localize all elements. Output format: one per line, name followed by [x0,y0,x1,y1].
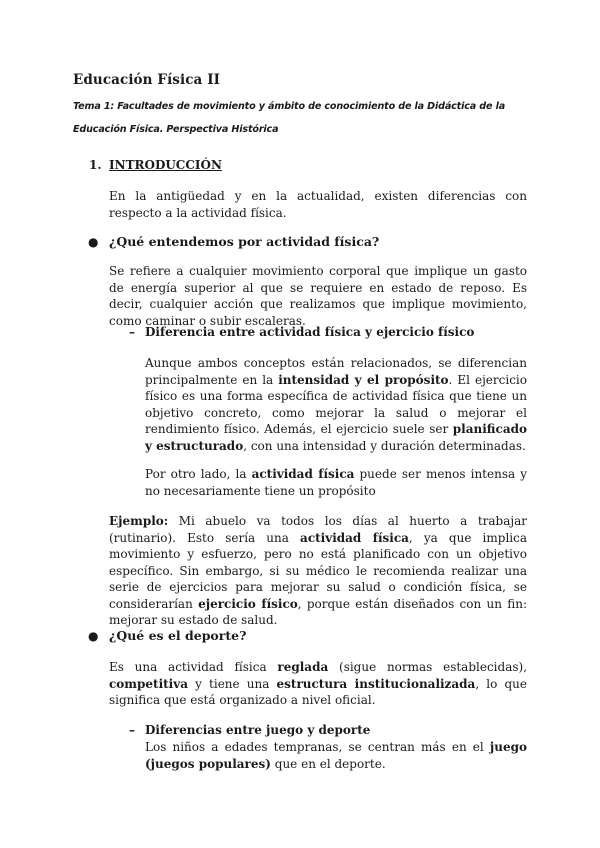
section-heading-text: INTRODUCCIÓN [109,158,222,172]
juego-deporte-paragraph [145,739,527,772]
intro-paragraph: En la antigüedad y en la actualidad, existen diferencias con respecto a la actividad física. [109,189,527,220]
bold-term: juego (juegos populares) [145,740,527,771]
bold-term: ejercicio físico [198,596,298,611]
bold-term: estructura institucionalizada [276,676,476,691]
example-paragraph [109,513,527,629]
bold-term: intensidad y el propósito [278,372,449,387]
subitem-heading: Diferencia entre actividad física y ejercicio físico [145,325,475,339]
text-run: Los niños a edades tempranas, se centran más en el [145,740,490,754]
bold-term: planificado y estructurado [145,422,527,453]
text-run: , porque están diseñados con un fin: mejorar su estado de salud. [109,596,527,627]
bullet-marker-icon: ● [88,629,99,643]
text-run: , lo que significa que está organizado a nivel oficial. [109,676,527,707]
example-label: Ejemplo: [109,514,169,528]
document-title: Educación Física II [73,72,221,88]
section-heading-introduccion [89,158,222,172]
text-run: . El ejercicio físico es una forma específica de actividad física que tiene un objetivo concreto, como mejorar la salud o mejorar el rendimiento físico. Además, el ejercicio suele ser [145,372,527,436]
text-run: , con una intensidad y duración determinadas. [243,438,526,453]
subitem-heading: Diferencias entre juego y deporte [145,723,371,737]
text-run: , ya que implica movimiento y esfuerzo, pero no está planificado con un objetivo específico. Sin embargo, si su médico le recomienda realizar una serie de ejercicios para mejorar su salud o condición física, se considerarían [109,530,527,611]
text-run: puede ser menos intensa y no necesariamente tiene un propósito [145,467,528,498]
subitem-juego-deporte [129,723,370,737]
bold-term: reglada [277,660,329,674]
deporte-definition [109,659,527,709]
diferencia-paragraph-1 [145,355,527,454]
dash-marker-icon: – [129,325,135,339]
text-run: Aunque ambos conceptos están relacionados, se diferencian principalmente en la [145,356,527,387]
bold-term: actividad física [300,530,409,545]
subitem-diferencia-actividad-ejercicio [129,325,474,339]
section-number: 1. [89,158,102,172]
text-run: Mi abuelo va todos los días al huerto a trabajar (rutinario). Esto sería una [109,514,527,545]
dash-marker-icon: – [129,723,135,737]
text-run: y tiene una [187,676,277,691]
bold-term: competitiva [109,676,188,691]
actividad-fisica-definition: Se refiere a cualquier movimiento corporal que implique un gasto de energía superior al que se requiere en estado de reposo. Es decir, cualquier acción que realizamos que implique movimiento, como caminar o subir escaleras. [109,264,527,328]
bullet-actividad-fisica [88,234,379,249]
document-subtitle: Tema 1: Facultades de movimiento y ámbito de conocimiento de la Didáctica de la Educación Física. Perspectiva Histórica [73,101,506,135]
text-run: Es una actividad física [109,660,278,674]
bullet-heading: ¿Qué entendemos por actividad física? [109,234,380,249]
text-run: (sigue normas establecidas), [328,660,528,674]
text-run: Por otro lado, la [145,467,252,481]
bold-term: actividad física [251,467,355,481]
bullet-deporte [88,628,246,643]
bullet-heading: ¿Qué es el deporte? [109,628,247,643]
bullet-marker-icon: ● [88,235,99,249]
text-run: que en el deporte. [270,756,386,771]
diferencia-paragraph-2 [145,466,527,499]
